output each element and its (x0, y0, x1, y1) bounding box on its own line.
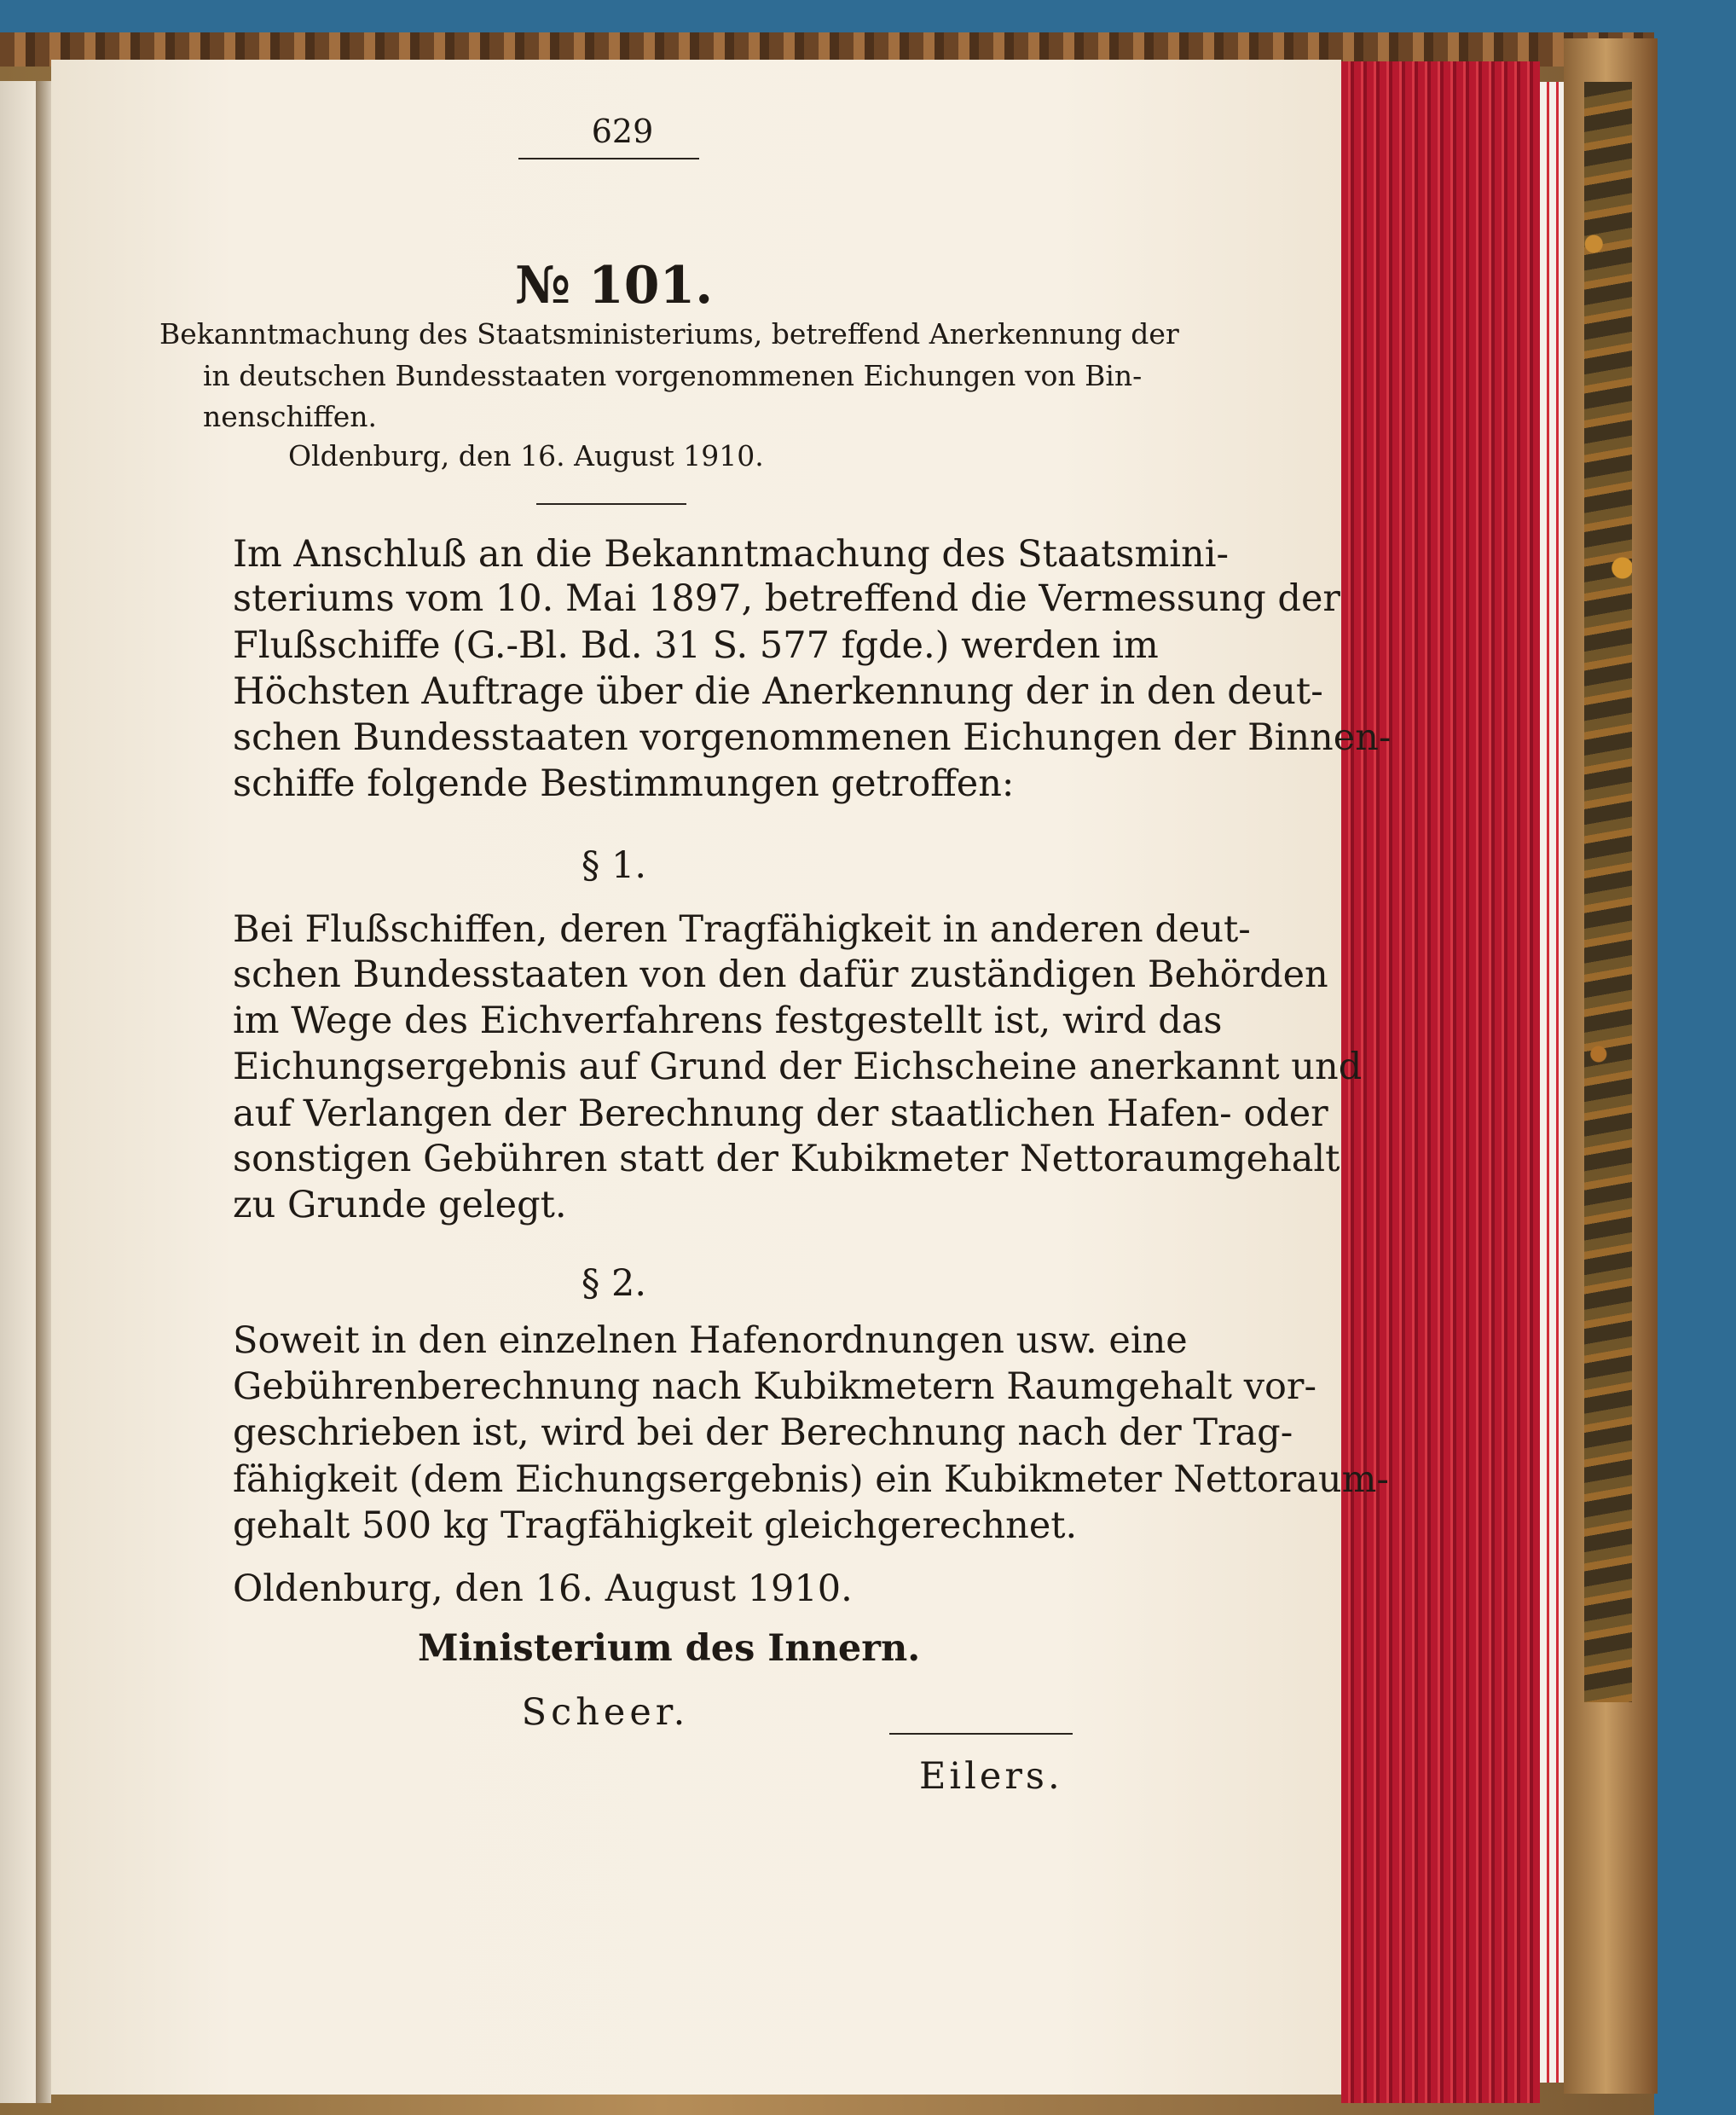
paragraph-line: schen Bundesstaaten vorgenommenen Eichungen der Binnen- (233, 716, 1392, 759)
signatory-name: Scheer. (521, 1691, 690, 1734)
paragraph-line: Im Anschluß an die Bekanntmachung des Staatsmini- (233, 533, 1229, 576)
page-number: 629 (591, 113, 654, 150)
paragraph-line: schiffe folgende Bestimmungen getroffen: (233, 762, 1015, 805)
section-title: § 2. (581, 1262, 647, 1305)
paragraph-line: zu Grunde gelegt. (233, 1184, 567, 1226)
heading-line: in deutschen Bundesstaaten vorgenommenen Eichungen von Bin- (203, 359, 1143, 392)
paragraph-line: fähigkeit (dem Eichungsergebnis) ein Kubikmeter Nettoraum- (233, 1458, 1389, 1501)
paragraph-line: Eichungsergebnis auf Grund der Eichscheine anerkannt und (233, 1046, 1363, 1088)
paragraph-line: Bei Flußschiffen, deren Tragfähigkeit in anderen deut- (233, 908, 1251, 951)
paragraph-line: Flußschiffe (G.-Bl. Bd. 31 S. 577 fgde.) werden im (233, 624, 1159, 667)
heading-line: nenschiffen. (203, 400, 377, 433)
dateline: Oldenburg, den 16. August 1910. (288, 439, 764, 472)
section-title: § 1. (581, 844, 647, 887)
countersignatory-name: Eilers. (919, 1755, 1063, 1798)
paragraph-line: steriums vom 10. Mai 1897, betreffend die Vermessung der (233, 577, 1340, 620)
heading-line: Bekanntmachung des Staatsministeriums, betreffend Anerkennung der (159, 317, 1179, 351)
paragraph-line: sonstigen Gebühren statt der Kubikmeter Nettoraumgehalt (233, 1138, 1340, 1180)
document-number: № 101. (514, 256, 714, 316)
paragraph-line: auf Verlangen der Berechnung der staatlichen Hafen- oder (233, 1092, 1328, 1135)
paragraph-line: Soweit in den einzelnen Hafenordnungen usw. eine (233, 1319, 1188, 1362)
paragraph-line: Gebührenberechnung nach Kubikmetern Raumgehalt vor- (233, 1365, 1317, 1408)
signature-rule (889, 1733, 1073, 1735)
ministry-name: Ministerium des Innern. (418, 1627, 921, 1670)
paragraph-line: schen Bundesstaaten von den dafür zuständigen Behörden (233, 953, 1328, 996)
closing-dateline: Oldenburg, den 16. August 1910. (233, 1567, 853, 1610)
paragraph-line: geschrieben ist, wird bei der Berechnung nach der Trag- (233, 1411, 1293, 1454)
paragraph-line: im Wege des Eichverfahrens festgestellt ist, wird das (233, 1000, 1223, 1042)
paragraph-line: Höchsten Auftrage über die Anerkennung der in den deut- (233, 670, 1323, 713)
paragraph-line: gehalt 500 kg Tragfähigkeit gleichgerechnet. (233, 1504, 1078, 1547)
page-number-rule (518, 158, 699, 159)
section-divider (536, 503, 686, 505)
